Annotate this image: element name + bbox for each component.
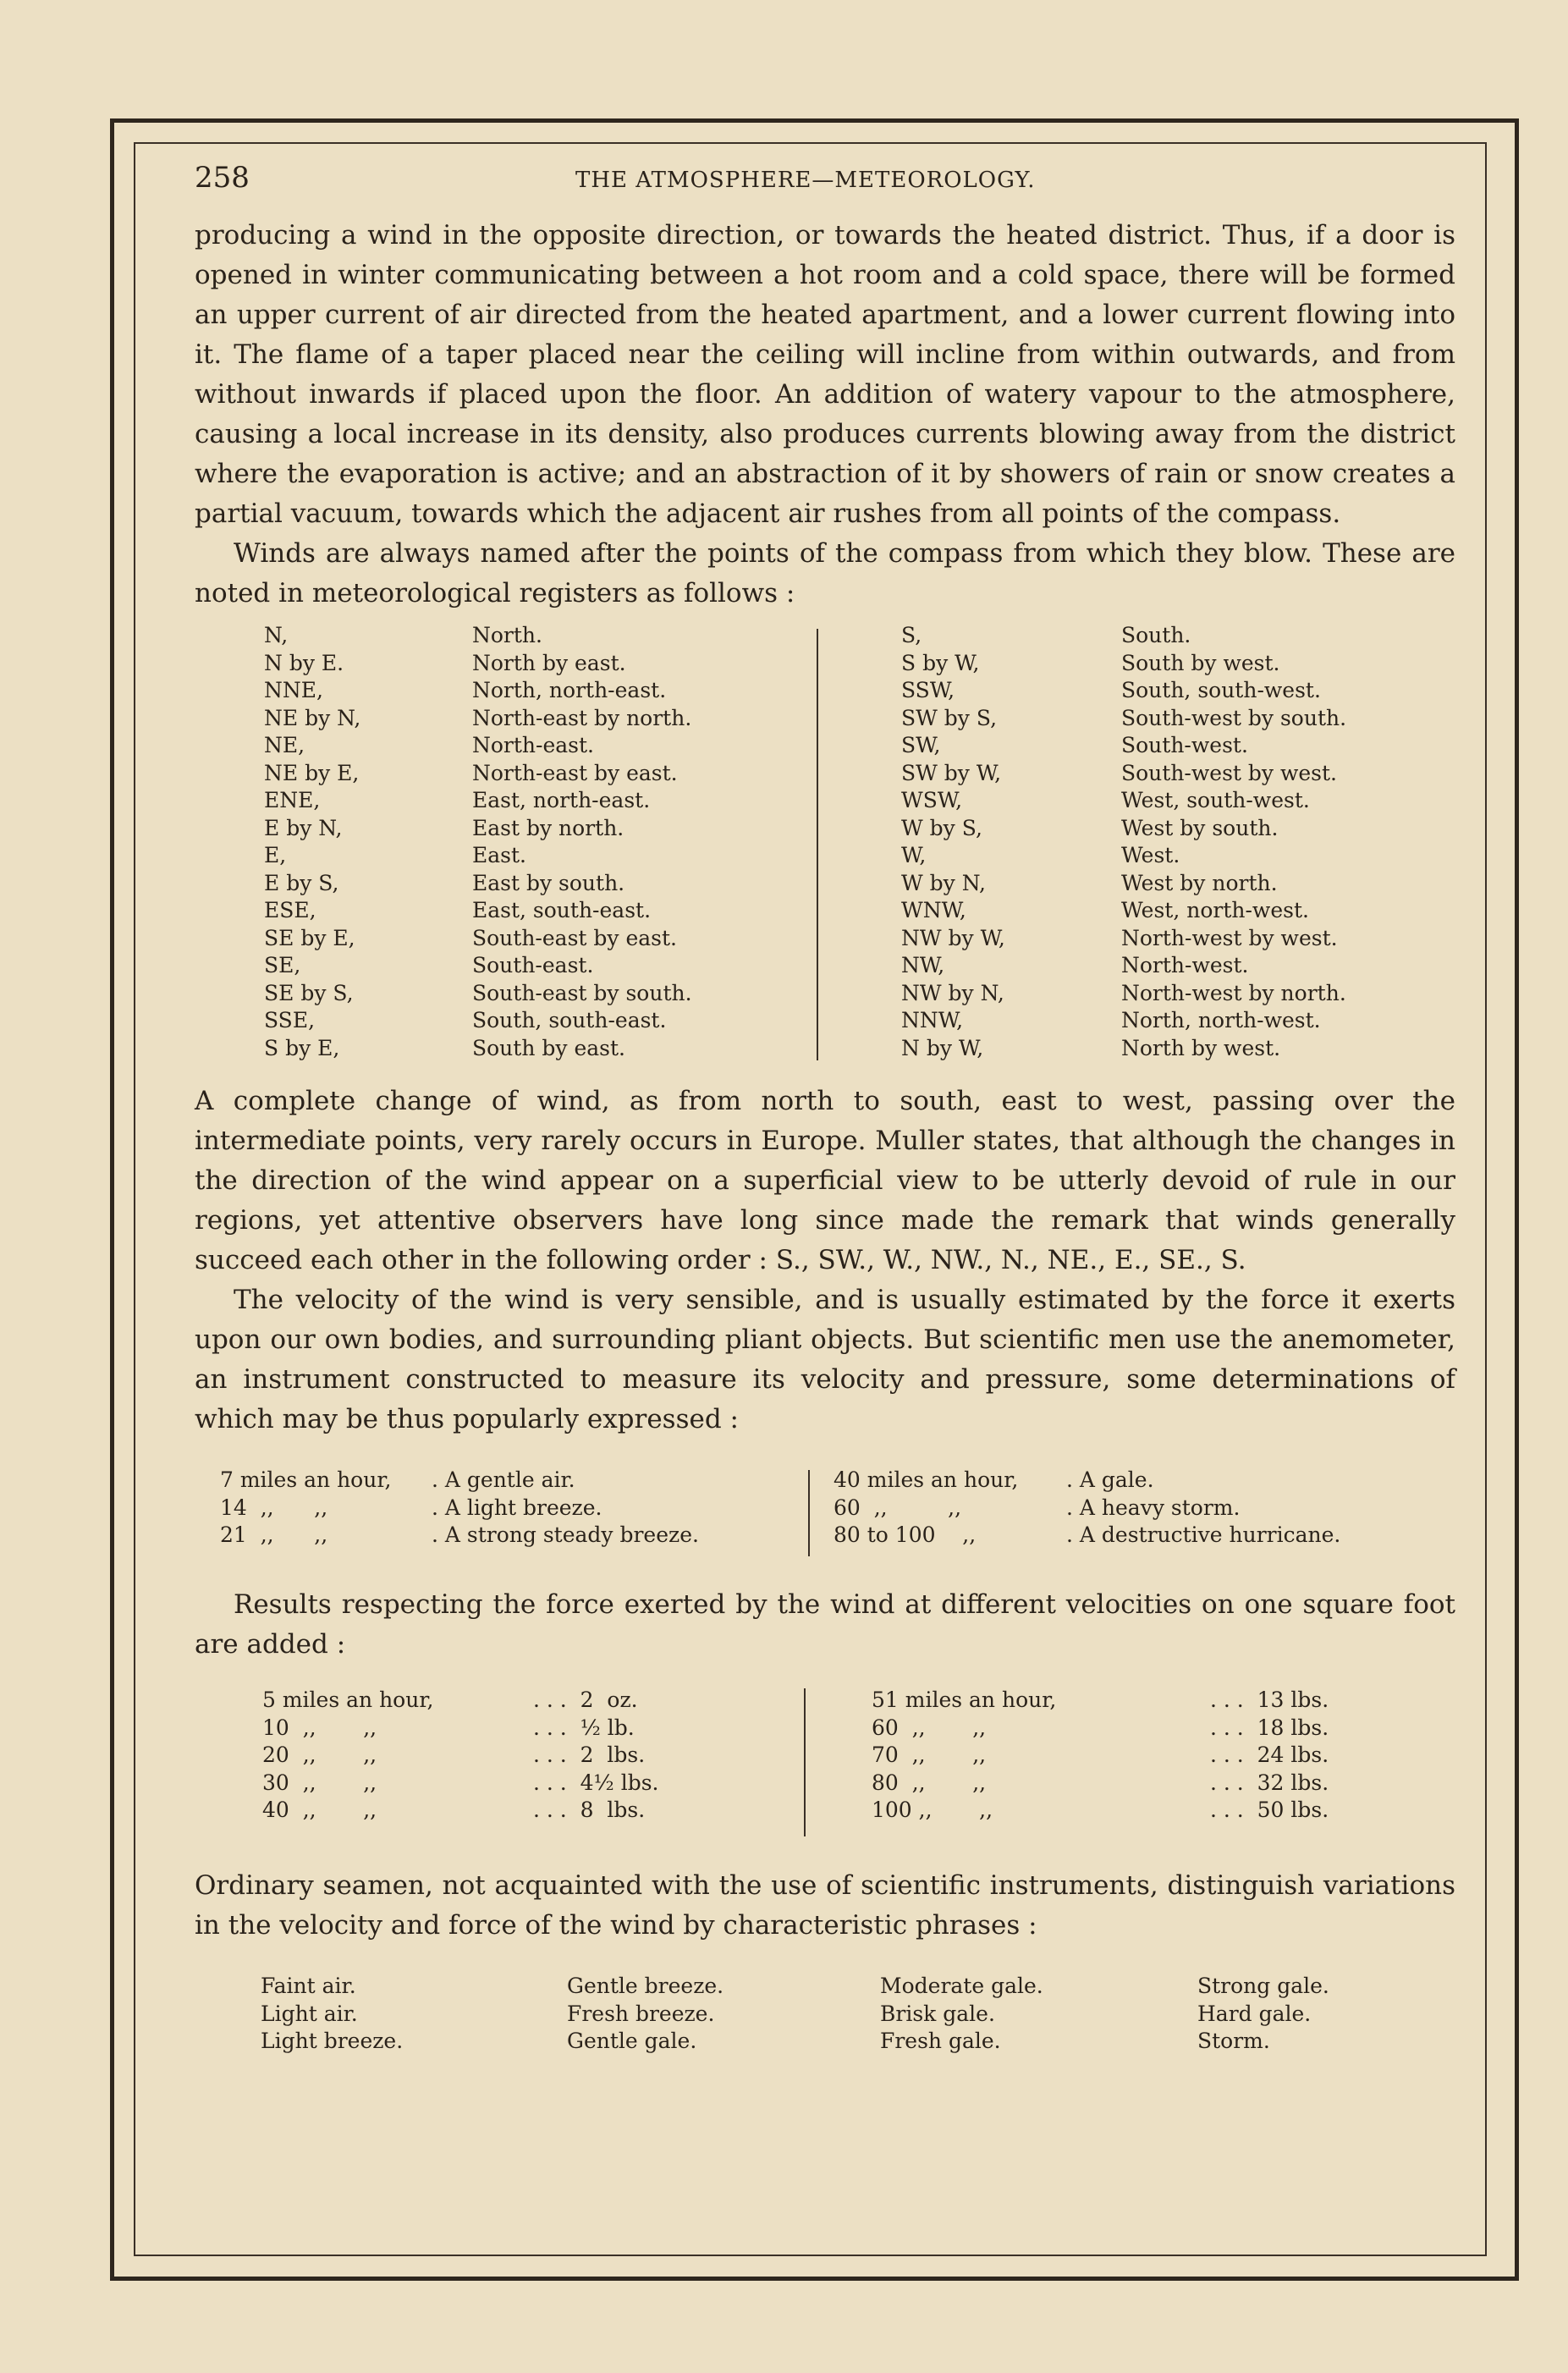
- table-cell: NW,: [901, 953, 945, 977]
- table-cell: NW by W,: [901, 925, 1005, 950]
- velocity-table: [195, 1467, 1455, 1585]
- paragraph-2: Winds are always named after the points of the compass from which they blow. These are noted in meteorological registers as follows :: [195, 538, 1455, 608]
- table-cell: North-west by north.: [1121, 980, 1346, 1005]
- table-cell: NE,: [264, 733, 305, 757]
- table-cell: South-west.: [1121, 733, 1248, 757]
- table-cell: North-east by north.: [472, 705, 692, 730]
- table-cell: South-west by west.: [1121, 760, 1337, 785]
- table-cell: 14 ,, ,,: [220, 1495, 328, 1520]
- table-cell: 80 ,, ,,: [872, 1770, 987, 1795]
- paragraph-3: A complete change of wind, as from north to south, east to west, passing over the intermediate points, very rarely occurs in Europe. Muller states, that although the changes in the direction of the wind appear on a superficial view to be utterly devoid of rule in our regions, yet attentive observers have long since made the remark that winds generally succeed each other in the following order : S., SW., W., NW., N., NE., E., SE., S.: [195, 1086, 1455, 1275]
- table-cell: . A gale.: [1066, 1467, 1154, 1492]
- table-cell: 40 miles an hour,: [834, 1467, 1019, 1492]
- paragraph-6: Ordinary seamen, not acquainted with the use of scientific instruments, distinguish variations in the velocity and force of the wind by characteristic phrases :: [195, 1870, 1455, 1941]
- table-cell: . . . 18 lbs.: [1210, 1715, 1329, 1740]
- table-cell: . . . ½ lb.: [533, 1715, 635, 1740]
- table-cell: 30 ,, ,,: [262, 1770, 377, 1795]
- phrases-col-1: [261, 1973, 403, 2056]
- force-left-force-col: [533, 1687, 659, 1825]
- table-cell: 51 miles an hour,: [872, 1688, 1057, 1712]
- velocity-left-speed-col: [220, 1467, 391, 1550]
- table-cell: North, north-west.: [1121, 1008, 1321, 1032]
- table-cell: West, south-west.: [1121, 788, 1310, 812]
- table-cell: South, south-east.: [472, 1008, 667, 1032]
- phrases-col-4: [1197, 1973, 1329, 2056]
- table-cell: . A strong steady breeze.: [432, 1522, 699, 1547]
- table-cell: East, south-east.: [472, 898, 652, 922]
- table-cell: E by N,: [264, 815, 343, 840]
- compass-table: [195, 622, 1455, 1075]
- table-cell: Light breeze.: [261, 2029, 404, 2053]
- table-cell: North by west.: [1121, 1035, 1281, 1060]
- table-cell: . . . 2 lbs.: [533, 1743, 646, 1767]
- table-cell: Moderate gale.: [880, 1974, 1043, 1998]
- table-cell: South-east.: [472, 953, 594, 977]
- table-cell: WSW,: [901, 788, 963, 812]
- phrases-col-2: [567, 1973, 723, 2056]
- table-cell: NNE,: [264, 678, 323, 702]
- table-cell: NW by N,: [901, 980, 1004, 1005]
- paragraph-1: producing a wind in the opposite direction, or towards the heated district. Thus, if a door is opened in winter communicating between a hot room and a cold space, there will be formed an upper current of air directed from the heated apartment, and a lower current flowing into it. The flame of a taper placed near the ceiling will incline from within outwards, and from without inwards if placed upon the floor. An addition of watery vapour to the atmosphere, causing a local increase in its density, also produces currents blowing away from the district where the evaporation is active; and an abstraction of it by showers of rain or snow creates a partial vacuum, towards which the adjacent air rushes from all points of the compass.: [195, 220, 1455, 529]
- table-cell: SSE,: [264, 1008, 316, 1032]
- table-cell: . . . 24 lbs.: [1210, 1743, 1329, 1767]
- table-cell: Fresh gale.: [880, 2029, 1001, 2053]
- table-cell: . . . 4½ lbs.: [533, 1770, 659, 1795]
- table-cell: N by E.: [264, 650, 344, 675]
- table-cell: North.: [472, 623, 542, 647]
- table-cell: East.: [472, 843, 526, 867]
- page-number: 258: [195, 161, 250, 195]
- table-cell: Fresh breeze.: [567, 2001, 715, 2026]
- table-cell: . . . 2 oz.: [533, 1688, 638, 1712]
- column-divider: [804, 1688, 806, 1836]
- table-cell: West by south.: [1121, 815, 1279, 840]
- column-divider: [817, 629, 818, 1060]
- table-cell: SSW,: [901, 678, 955, 702]
- table-cell: NE by N,: [264, 705, 361, 730]
- table-cell: East by north.: [472, 815, 624, 840]
- table-cell: 10 ,, ,,: [262, 1715, 377, 1740]
- table-cell: North, north-east.: [472, 678, 667, 702]
- table-cell: E by S,: [264, 870, 339, 895]
- velocity-right-desc-col: [1066, 1467, 1340, 1550]
- table-cell: South by west.: [1121, 650, 1280, 675]
- force-left-speed-col: [262, 1687, 433, 1825]
- compass-left-abbr-col: [264, 622, 360, 1062]
- table-cell: South-east by south.: [472, 980, 692, 1005]
- table-cell: SE,: [264, 953, 301, 977]
- running-head: THE ATMOSPHERE—METEOROLOGY.: [575, 168, 1036, 193]
- table-cell: 60 ,, ,,: [834, 1495, 962, 1520]
- table-cell: SE by S,: [264, 980, 354, 1005]
- table-cell: South-east by east.: [472, 925, 677, 950]
- table-cell: 20 ,, ,,: [262, 1743, 377, 1767]
- table-cell: South-west by south.: [1121, 705, 1347, 730]
- table-cell: WNW,: [901, 898, 966, 922]
- table-cell: 5 miles an hour,: [262, 1688, 434, 1712]
- table-cell: W by S,: [901, 815, 982, 840]
- force-table: [195, 1687, 1455, 1866]
- table-cell: South, south-west.: [1121, 678, 1321, 702]
- table-cell: W,: [901, 843, 927, 867]
- table-cell: East, north-east.: [472, 788, 651, 812]
- paragraph-4: The velocity of the wind is very sensible, and is usually estimated by the force it exerts upon our own bodies, and surrounding pliant objects. But scientific men use the anemometer, an instrument constructed to measure its velocity and pressure, some determinations of which may be thus popularly expressed :: [195, 1285, 1455, 1434]
- table-cell: SW by W,: [901, 760, 1002, 785]
- compass-right-abbr-col: [901, 622, 1005, 1062]
- table-cell: N by W,: [901, 1035, 984, 1060]
- compass-left-name-col: [472, 622, 692, 1062]
- table-cell: . A destructive hurricane.: [1066, 1522, 1341, 1547]
- page-content: [195, 216, 1455, 2083]
- table-cell: 70 ,, ,,: [872, 1743, 987, 1767]
- table-cell: Brisk gale.: [880, 2001, 995, 2026]
- table-cell: SE by E,: [264, 925, 355, 950]
- table-cell: 100 ,, ,,: [872, 1798, 993, 1822]
- table-cell: Light air.: [261, 2001, 358, 2026]
- table-cell: North by east.: [472, 650, 626, 675]
- table-cell: . A gentle air.: [432, 1467, 575, 1492]
- table-cell: . . . 13 lbs.: [1210, 1688, 1329, 1712]
- table-cell: Storm.: [1197, 2029, 1270, 2053]
- table-cell: West by north.: [1121, 870, 1278, 895]
- table-cell: . A light breeze.: [432, 1495, 602, 1520]
- table-cell: Gentle gale.: [567, 2029, 697, 2053]
- phrases-col-3: [880, 1973, 1043, 2056]
- table-cell: S by E,: [264, 1035, 340, 1060]
- table-cell: NE by E,: [264, 760, 360, 785]
- table-cell: E,: [264, 843, 287, 867]
- phrases-table: [195, 1973, 1455, 2083]
- column-divider: [808, 1470, 810, 1556]
- page-header: [195, 161, 1464, 203]
- table-cell: SW by S,: [901, 705, 998, 730]
- paragraph-5: Results respecting the force exerted by the wind at different velocities on one square foot are added :: [195, 1589, 1455, 1660]
- table-cell: North-east.: [472, 733, 594, 757]
- table-cell: N,: [264, 623, 289, 647]
- table-cell: South by east.: [472, 1035, 625, 1060]
- table-cell: 80 to 100 ,,: [834, 1522, 977, 1547]
- table-cell: North-west by west.: [1121, 925, 1338, 950]
- table-cell: East by south.: [472, 870, 625, 895]
- table-cell: W by N,: [901, 870, 986, 895]
- table-cell: Gentle breeze.: [567, 1974, 724, 1998]
- table-cell: . . . 32 lbs.: [1210, 1770, 1329, 1795]
- table-cell: 7 miles an hour,: [220, 1467, 392, 1492]
- table-cell: S,: [901, 623, 922, 647]
- table-cell: West.: [1121, 843, 1180, 867]
- table-cell: West, north-west.: [1121, 898, 1309, 922]
- table-cell: North-west.: [1121, 953, 1249, 977]
- table-cell: ENE,: [264, 788, 321, 812]
- table-cell: Hard gale.: [1197, 2001, 1312, 2026]
- table-cell: . . . 8 lbs.: [533, 1798, 646, 1822]
- compass-right-name-col: [1121, 622, 1346, 1062]
- table-cell: S by W,: [901, 650, 980, 675]
- table-cell: 60 ,, ,,: [872, 1715, 987, 1740]
- force-right-force-col: [1210, 1687, 1329, 1825]
- table-cell: Faint air.: [261, 1974, 356, 1998]
- table-cell: . . . 50 lbs.: [1210, 1798, 1329, 1822]
- table-cell: . A heavy storm.: [1066, 1495, 1241, 1520]
- table-cell: Strong gale.: [1197, 1974, 1329, 1998]
- table-cell: South.: [1121, 623, 1191, 647]
- table-cell: 21 ,, ,,: [220, 1522, 328, 1547]
- table-cell: 40 ,, ,,: [262, 1798, 377, 1822]
- force-right-speed-col: [872, 1687, 1056, 1825]
- table-cell: North-east by east.: [472, 760, 678, 785]
- velocity-right-speed-col: [834, 1467, 1018, 1550]
- velocity-left-desc-col: [432, 1467, 699, 1550]
- table-cell: ESE,: [264, 898, 316, 922]
- table-cell: SW,: [901, 733, 941, 757]
- table-cell: NNW,: [901, 1008, 964, 1032]
